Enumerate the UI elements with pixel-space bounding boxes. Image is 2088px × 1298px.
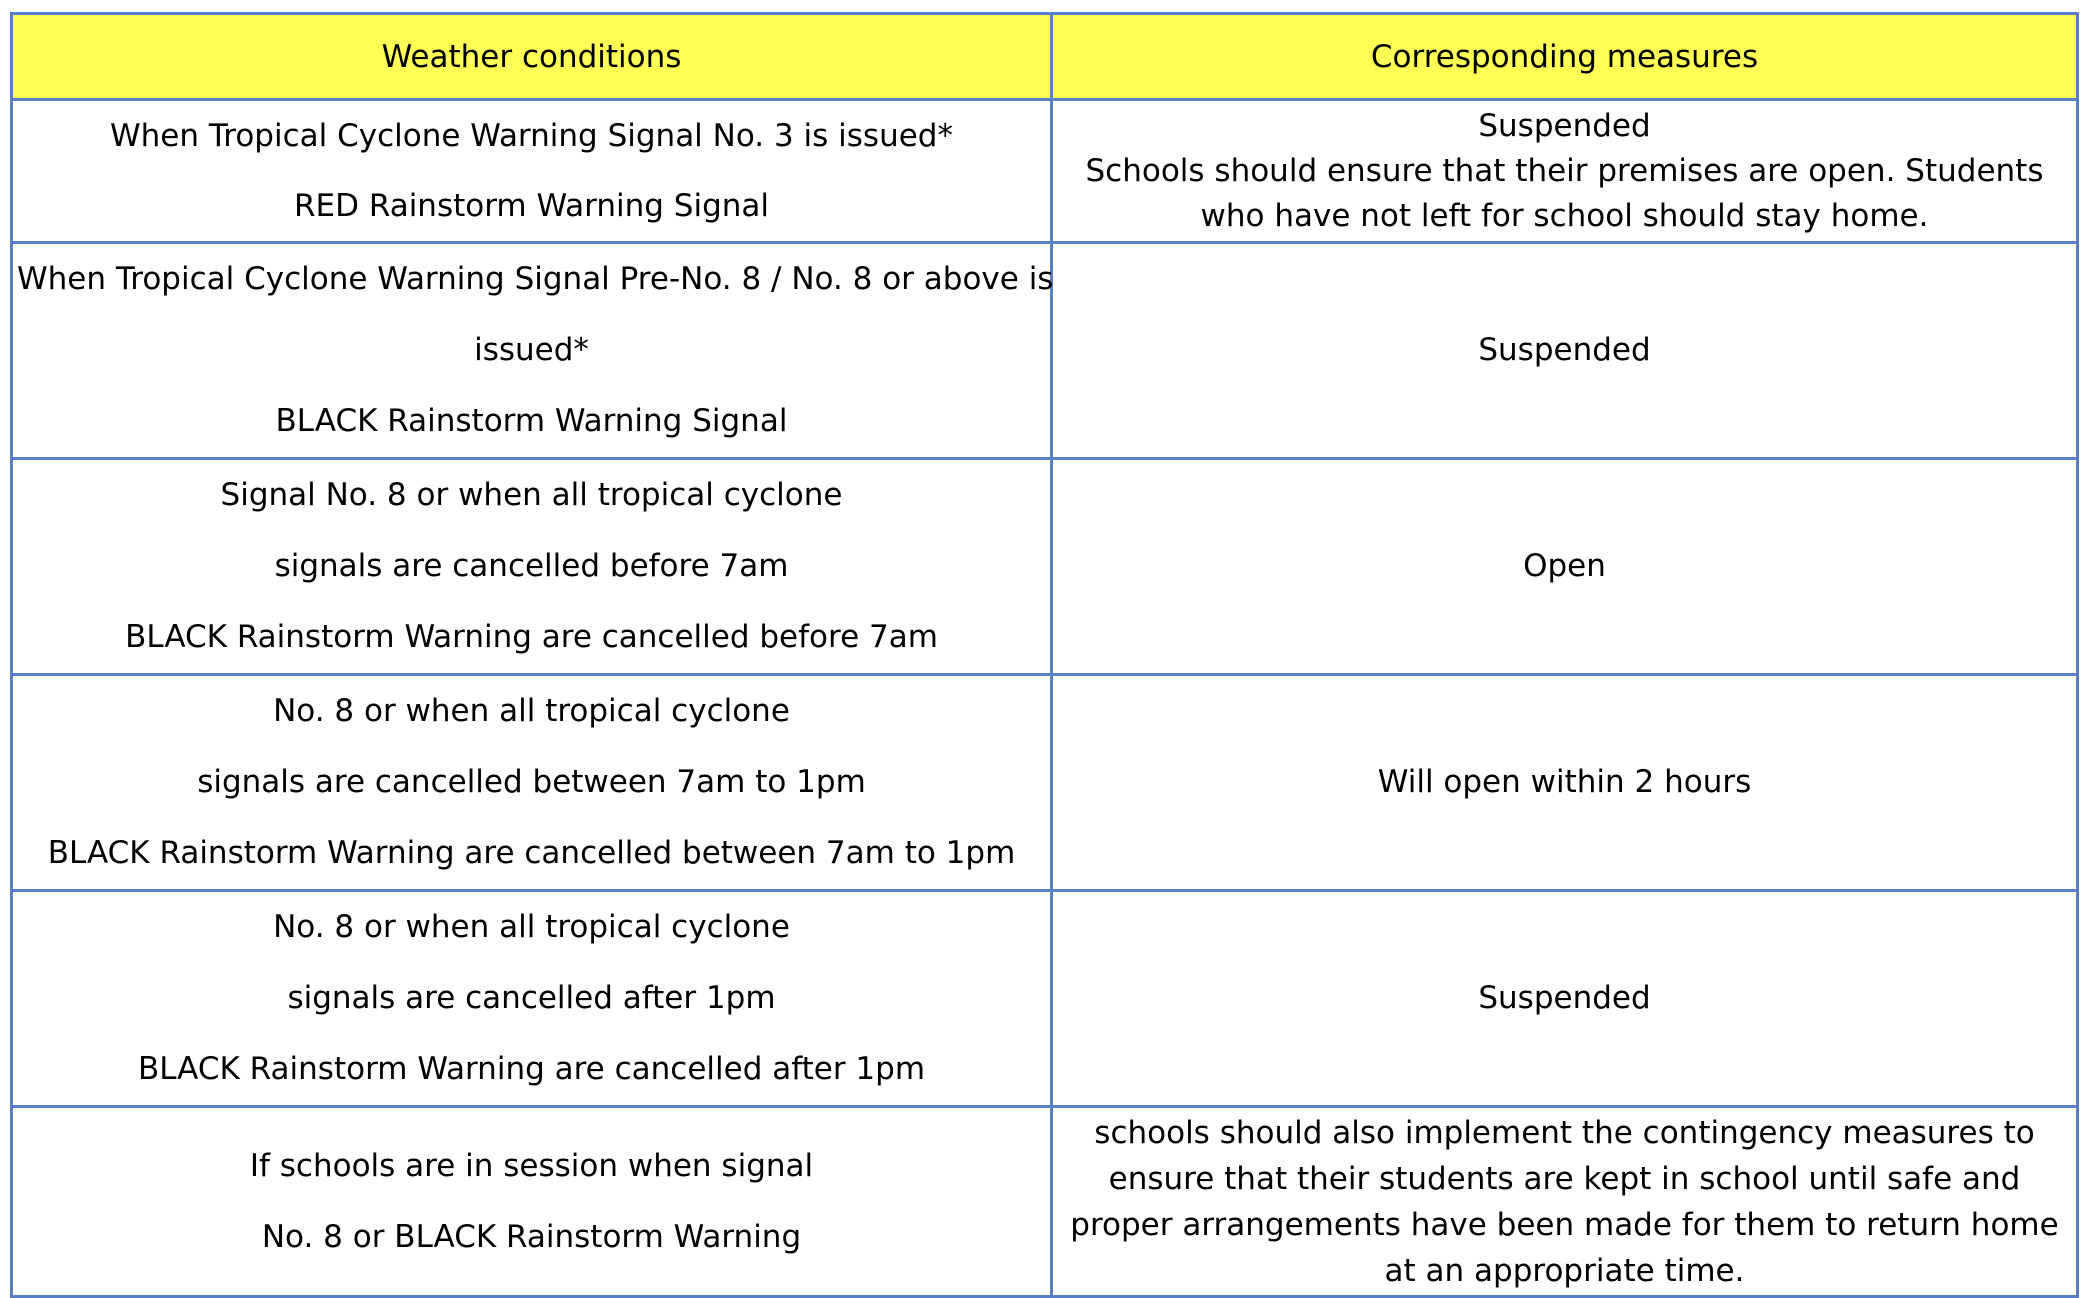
measures-cell xyxy=(1052,891,2078,1107)
conditions-cell xyxy=(12,100,1052,243)
measures-cell xyxy=(1052,459,2078,675)
condition-line: signals are cancelled between 7am to 1pm xyxy=(197,764,866,800)
table-header-row xyxy=(12,14,2078,100)
measure-line: Suspended xyxy=(1478,980,1651,1016)
measure-line: schools should also implement the contingency measures to ensure that their students are kept in school until safe and proper arrangements have been made for them to return home at an appropriate time. xyxy=(1070,1114,2059,1289)
condition-line: BLACK Rainstorm Warning are cancelled between 7am to 1pm xyxy=(47,835,1016,871)
condition-line: BLACK Rainstorm Warning are cancelled before 7am xyxy=(125,619,938,655)
condition-line: No. 8 or when all tropical cyclone xyxy=(273,909,790,945)
table-row xyxy=(12,891,2078,1107)
condition-line: signals are cancelled after 1pm xyxy=(287,980,776,1016)
table-row xyxy=(12,243,2078,459)
table-row xyxy=(12,675,2078,891)
conditions-cell xyxy=(12,243,1052,459)
measure-line: Will open within 2 hours xyxy=(1377,764,1752,800)
header-corresponding-measures: Corresponding measures xyxy=(1052,14,2078,100)
conditions-cell xyxy=(12,1107,1052,1297)
condition-line: Signal No. 8 or when all tropical cyclone xyxy=(220,477,843,513)
conditions-cell xyxy=(12,459,1052,675)
condition-line: BLACK Rainstorm Warning Signal xyxy=(275,403,788,439)
measures-cell xyxy=(1052,100,2078,243)
condition-line: signals are cancelled before 7am xyxy=(274,548,789,584)
table-row xyxy=(12,459,2078,675)
table-row xyxy=(12,1107,2078,1297)
measure-line: Open xyxy=(1523,548,1606,584)
measures-cell xyxy=(1052,1107,2078,1297)
condition-line: When Tropical Cyclone Warning Signal Pre-No. 8 / No. 8 or above is xyxy=(17,261,1054,297)
condition-line: No. 8 or BLACK Rainstorm Warning xyxy=(261,1218,802,1255)
condition-line: No. 8 or when all tropical cyclone xyxy=(273,693,790,729)
header-weather-conditions: Weather conditions xyxy=(12,14,1052,100)
measure-line: Schools should ensure that their premises are open. Students who have not left for school should stay home. xyxy=(1085,152,2044,234)
condition-line: issued* xyxy=(474,332,589,368)
weather-measures-table-container xyxy=(10,12,2076,1298)
weather-measures-table xyxy=(10,12,2079,1298)
condition-line: When Tropical Cyclone Warning Signal No. 3 is issued* xyxy=(110,118,953,154)
condition-line: RED Rainstorm Warning Signal xyxy=(293,188,770,224)
measure-line: Suspended xyxy=(1478,332,1651,368)
condition-line: BLACK Rainstorm Warning are cancelled after 1pm xyxy=(137,1051,926,1087)
conditions-cell xyxy=(12,891,1052,1107)
condition-line: If schools are in session when signal xyxy=(249,1147,814,1184)
conditions-cell xyxy=(12,675,1052,891)
measure-line: Suspended xyxy=(1478,107,1651,144)
measures-cell xyxy=(1052,243,2078,459)
table-row xyxy=(12,100,2078,243)
measures-cell xyxy=(1052,675,2078,891)
